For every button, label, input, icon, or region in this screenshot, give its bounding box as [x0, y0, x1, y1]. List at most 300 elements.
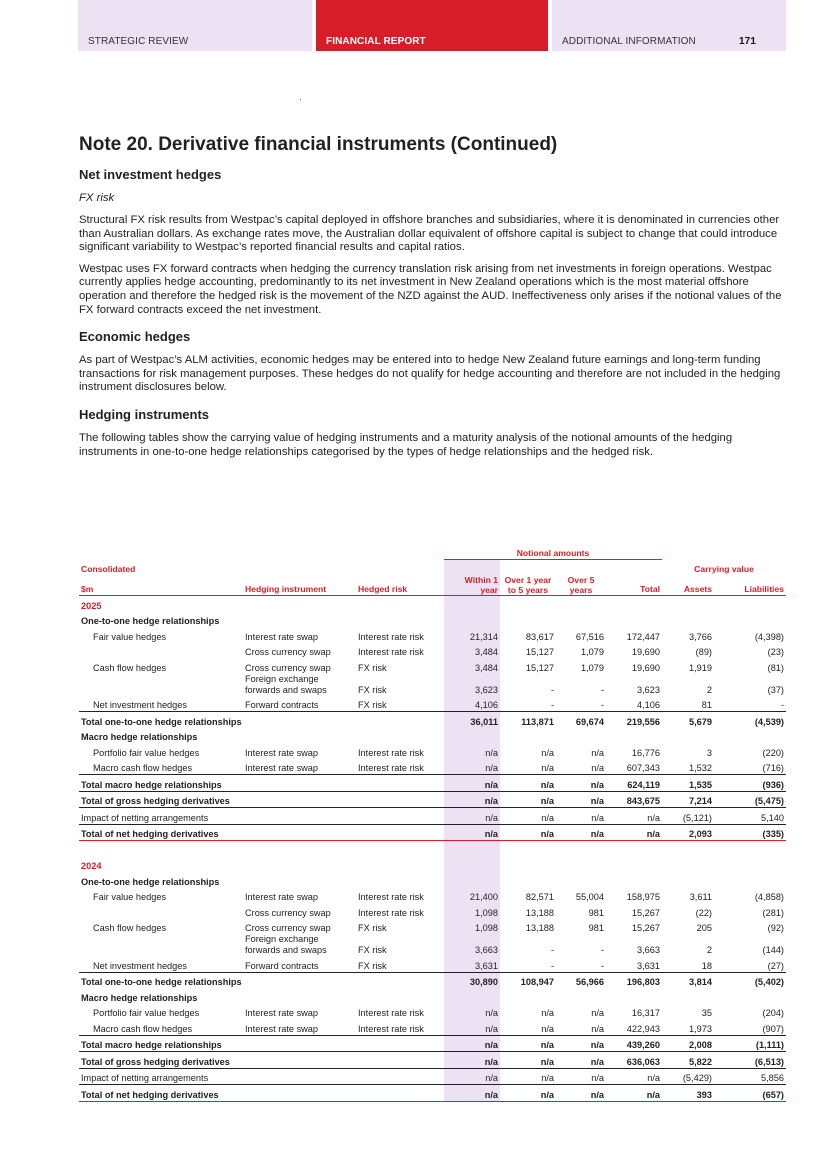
- value-cell: 36,011: [444, 712, 500, 728]
- hedged-risk-cell: FX risk: [358, 923, 387, 933]
- row-label: Net investment hedges: [93, 700, 187, 710]
- table-row: [79, 791, 786, 808]
- hedging-instruments-heading: Hedging instruments: [79, 406, 210, 422]
- value-cell: (4,539): [714, 712, 786, 728]
- hedged-risk-cell: Interest rate risk: [358, 631, 424, 642]
- hedged-risk-cell: FX risk: [358, 960, 387, 971]
- value-cell: 3,631: [637, 960, 660, 971]
- value-cell: -: [600, 700, 604, 710]
- hedged-risk-cell: Interest rate risk: [358, 907, 424, 918]
- empty-cell: [500, 988, 556, 1004]
- value-cell: (5,402): [714, 972, 786, 988]
- value-cell: (657): [714, 1085, 786, 1102]
- empty-cell: [714, 988, 786, 1004]
- empty-cell: [556, 728, 606, 744]
- instrument-cell: Forward contracts: [245, 700, 319, 710]
- value-cell: (144): [762, 945, 784, 955]
- value-cell: 3,611: [689, 892, 712, 902]
- instrument-line-1: Foreign exchange: [245, 673, 319, 684]
- value-cell: n/a: [444, 791, 500, 808]
- empty-cell: [714, 872, 786, 888]
- value-cell: 30,890: [444, 972, 500, 988]
- table-row: [79, 612, 786, 628]
- page-title: Note 20. Derivative financial instruments (Continued): [79, 134, 558, 155]
- empty-cell: [662, 612, 714, 628]
- value-cell: -: [600, 684, 604, 695]
- value-cell: -: [600, 945, 604, 955]
- empty-cell: [606, 872, 662, 888]
- table-row: [79, 934, 786, 956]
- value-cell: 56,966: [556, 972, 606, 988]
- tab-strategic-review[interactable]: STRATEGIC REVIEW: [78, 0, 312, 51]
- value-cell: 2: [706, 945, 712, 955]
- table-row: [79, 1068, 786, 1085]
- spacer-cell: [662, 841, 714, 857]
- table-row: [79, 956, 786, 972]
- value-cell: 5,856: [714, 1068, 786, 1085]
- value-cell: n/a: [541, 747, 554, 758]
- value-cell: 4,106: [444, 696, 500, 712]
- value-cell: n/a: [606, 808, 662, 825]
- value-cell: 3: [706, 747, 712, 758]
- spacer-cell: [714, 841, 786, 857]
- table-row: [79, 1052, 786, 1069]
- section-label: One-to-one hedge relationships: [81, 616, 220, 626]
- value-cell: n/a: [556, 775, 606, 792]
- tab-additional-information[interactable]: [552, 0, 786, 51]
- empty-cell: [606, 988, 662, 1004]
- empty-cell: [606, 857, 662, 873]
- value-cell: 158,975: [626, 892, 660, 902]
- instrument-cell: Forward contracts: [245, 960, 319, 971]
- empty-cell: [662, 872, 714, 888]
- instrument-cell: Interest rate swap: [245, 631, 319, 642]
- empty-cell: [556, 596, 606, 612]
- value-cell: 3,814: [662, 972, 714, 988]
- value-cell: (4,858): [754, 892, 784, 902]
- table-row: [79, 658, 786, 674]
- empty-cell: [662, 988, 714, 1004]
- row-label: Total of net hedging derivatives: [79, 1085, 444, 1102]
- table-row: [79, 841, 786, 857]
- hedging-instruments-para: The following tables show the carrying value of hedging instruments and a maturity analysis of the notional amounts of the hedging instruments in one-to-one hedge relationships categorised by the types of hedge relationships and the hedged risk.: [79, 431, 733, 458]
- value-cell: n/a: [541, 1008, 554, 1018]
- row-label: Cash flow hedges: [93, 662, 167, 673]
- value-cell: 13,188: [525, 907, 554, 918]
- table-row: [79, 1085, 786, 1102]
- value-cell: 35: [701, 1008, 712, 1018]
- value-cell: 15,127: [525, 647, 554, 657]
- value-cell: 69,674: [556, 712, 606, 728]
- carrying-value-header: Carrying value: [694, 564, 754, 574]
- hedged-risk-cell: FX risk: [358, 945, 387, 955]
- instrument-line-1: Foreign exchange: [245, 934, 319, 944]
- empty-cell: [500, 728, 556, 744]
- value-cell: 81: [701, 700, 712, 710]
- row-label: Total of gross hedging derivatives: [79, 1052, 444, 1069]
- consolidated-label: Consolidated: [81, 564, 136, 574]
- value-cell: 439,260: [606, 1035, 662, 1052]
- value-cell: (335): [714, 824, 786, 841]
- spacer-cell: [500, 841, 556, 857]
- empty-cell: [444, 988, 500, 1004]
- row-label: [79, 643, 243, 659]
- value-cell: n/a: [500, 1035, 556, 1052]
- table-row: [79, 728, 786, 744]
- instrument-cell: Cross currency swap: [245, 662, 331, 673]
- hedged-risk-cell: Interest rate risk: [358, 763, 424, 773]
- hedged-risk-cell: FX risk: [358, 700, 387, 710]
- table-row: [79, 1035, 786, 1052]
- value-cell: n/a: [606, 1068, 662, 1085]
- fx-risk-subheading: FX risk: [79, 192, 115, 204]
- value-cell: (204): [762, 1008, 784, 1018]
- value-cell: n/a: [541, 763, 554, 773]
- value-cell: 82,571: [525, 892, 554, 902]
- empty-cell: [556, 857, 606, 873]
- hedged-risk-cell: FX risk: [358, 662, 387, 673]
- value-cell: 219,556: [606, 712, 662, 728]
- value-cell: (27): [767, 960, 784, 971]
- table-row: [79, 824, 786, 841]
- instrument-cell: Cross currency swap: [245, 923, 331, 933]
- value-cell: 21,314: [444, 627, 500, 643]
- value-cell: n/a: [541, 1023, 554, 1034]
- value-cell: n/a: [444, 1019, 500, 1035]
- row-label: [79, 934, 243, 956]
- value-cell: 1,973: [689, 1023, 712, 1034]
- empty-cell: [444, 857, 500, 873]
- instrument-cell: Cross currency swap: [245, 907, 331, 918]
- value-cell: n/a: [591, 763, 604, 773]
- value-cell: (5,475): [714, 791, 786, 808]
- hedging-instruments-table: [79, 543, 786, 1102]
- value-cell: 393: [662, 1085, 714, 1102]
- instrument-line-2: forwards and swaps: [245, 684, 327, 695]
- value-cell: n/a: [444, 824, 500, 841]
- section-label: One-to-one hedge relationships: [81, 876, 220, 887]
- instrument-cell: [243, 674, 356, 696]
- empty-cell: [714, 728, 786, 744]
- value-cell: -: [550, 960, 554, 971]
- value-cell: 15,127: [525, 662, 554, 673]
- empty-cell: [356, 857, 444, 873]
- section-label: Macro hedge relationships: [81, 732, 198, 742]
- table-row: [79, 808, 786, 825]
- value-cell: 422,943: [626, 1023, 660, 1034]
- value-cell: n/a: [556, 824, 606, 841]
- value-cell: (23): [767, 647, 784, 657]
- row-label: Cash flow hedges: [93, 923, 167, 933]
- table-header-row-3: [79, 575, 786, 596]
- value-cell: (5,121): [662, 808, 714, 825]
- instrument-cell: Interest rate swap: [245, 1023, 319, 1034]
- value-cell: 1,535: [662, 775, 714, 792]
- value-cell: (5,429): [662, 1068, 714, 1085]
- value-cell: n/a: [444, 1085, 500, 1102]
- empty-cell: [662, 857, 714, 873]
- value-cell: 4,106: [637, 700, 660, 710]
- value-cell: n/a: [556, 1085, 606, 1102]
- value-cell: n/a: [606, 824, 662, 841]
- col-assets: Assets: [662, 575, 714, 596]
- empty-cell: [714, 857, 786, 873]
- value-cell: n/a: [591, 1023, 604, 1034]
- value-cell: n/a: [444, 743, 500, 759]
- value-cell: 1,098: [444, 903, 500, 919]
- spacer-cell: [79, 841, 243, 857]
- value-cell: (81): [767, 662, 784, 673]
- value-cell: 1,079: [581, 662, 604, 673]
- value-cell: 16,317: [631, 1008, 660, 1018]
- row-label: Total one-to-one hedge relationships: [79, 712, 444, 728]
- value-cell: 7,214: [662, 791, 714, 808]
- value-cell: n/a: [444, 1052, 500, 1069]
- col-total: Total: [606, 575, 662, 596]
- table-row: [79, 627, 786, 643]
- value-cell: -: [600, 960, 604, 971]
- value-cell: 624,119: [606, 775, 662, 792]
- value-cell: 981: [588, 907, 604, 918]
- empty-cell: [243, 857, 356, 873]
- value-cell: n/a: [591, 747, 604, 758]
- value-cell: 5,679: [662, 712, 714, 728]
- empty-cell: [444, 872, 500, 888]
- tab-financial-report[interactable]: FINANCIAL REPORT: [316, 0, 548, 51]
- value-cell: (1,111): [714, 1035, 786, 1052]
- value-cell: 18: [701, 960, 712, 971]
- value-cell: n/a: [591, 1008, 604, 1018]
- value-cell: (92): [767, 923, 784, 933]
- spacer-cell: [556, 841, 606, 857]
- row-label: Fair value hedges: [93, 631, 167, 642]
- value-cell: 607,343: [626, 763, 660, 773]
- table-row: [79, 872, 786, 888]
- empty-cell: [606, 596, 662, 612]
- value-cell: 16,776: [631, 747, 660, 758]
- net-investment-para-1: Structural FX risk results from Westpac’s capital deployed in offshore branches and subsidiaries, where it is denominated in currencies other than Australian dollars. As exchange rates move, the Australian dollar equivalent of offshore capital is subject to change that could introduce significant variability to Westpac’s reported financial results and capital ratios.: [79, 214, 780, 254]
- row-label: Portfolio fair value hedges: [93, 1008, 200, 1018]
- empty-cell: [444, 596, 500, 612]
- empty-cell: [500, 872, 556, 888]
- value-cell: n/a: [556, 1052, 606, 1069]
- hedged-risk-cell: Interest rate risk: [358, 1008, 424, 1018]
- value-cell: 1,532: [689, 763, 712, 773]
- section-tabs: [78, 0, 786, 51]
- value-cell: (220): [762, 747, 784, 758]
- hedged-risk-cell: Interest rate risk: [358, 647, 424, 657]
- instrument-line-2: forwards and swaps: [245, 945, 327, 955]
- spacer-cell: [606, 841, 662, 857]
- value-cell: n/a: [444, 808, 500, 825]
- value-cell: 1,919: [689, 662, 712, 673]
- table-header-row-2: [79, 559, 786, 575]
- value-cell: 636,063: [606, 1052, 662, 1069]
- value-cell: 3,663: [444, 934, 500, 956]
- empty-cell: [714, 612, 786, 628]
- value-cell: 3,631: [444, 956, 500, 972]
- value-cell: n/a: [556, 1035, 606, 1052]
- notional-amounts-header: Notional amounts: [444, 543, 662, 559]
- instrument-cell: Interest rate swap: [245, 892, 319, 902]
- value-cell: n/a: [556, 1068, 606, 1085]
- table-row: [79, 888, 786, 904]
- table-row: [79, 1004, 786, 1020]
- value-cell: 196,803: [606, 972, 662, 988]
- value-cell: 3,663: [637, 945, 660, 955]
- value-cell: (6,513): [714, 1052, 786, 1069]
- value-cell: n/a: [444, 759, 500, 775]
- value-cell: 15,267: [631, 923, 660, 933]
- value-cell: 15,267: [631, 907, 660, 918]
- value-cell: n/a: [500, 808, 556, 825]
- empty-cell: [606, 612, 662, 628]
- value-cell: n/a: [500, 775, 556, 792]
- value-cell: 108,947: [500, 972, 556, 988]
- value-cell: 2,093: [662, 824, 714, 841]
- table-row: [79, 903, 786, 919]
- row-label: Net investment hedges: [93, 960, 187, 971]
- value-cell: n/a: [606, 1085, 662, 1102]
- value-cell: 55,004: [575, 892, 604, 902]
- col-hedging-instrument: Hedging instrument: [243, 575, 356, 596]
- value-cell: n/a: [444, 1035, 500, 1052]
- table-header-row-1: [79, 543, 786, 559]
- value-cell: n/a: [444, 1004, 500, 1020]
- row-label: Total of net hedging derivatives: [79, 824, 444, 841]
- value-cell: n/a: [500, 824, 556, 841]
- instrument-cell: Interest rate swap: [245, 1008, 319, 1018]
- net-investment-heading: Net investment hedges: [79, 167, 222, 182]
- empty-cell: [556, 872, 606, 888]
- value-cell: 13,188: [525, 923, 554, 933]
- row-label: [79, 674, 243, 696]
- value-cell: 5,140: [714, 808, 786, 825]
- col-liabilities: Liabilities: [714, 575, 786, 596]
- empty-cell: [662, 596, 714, 612]
- row-label: Fair value hedges: [93, 892, 167, 902]
- row-label: Macro cash flow hedges: [93, 1023, 193, 1034]
- empty-cell: [500, 612, 556, 628]
- value-cell: 3,484: [444, 658, 500, 674]
- col-over-1-year: Over 1 year to 5 years: [500, 575, 556, 596]
- row-label: Impact of netting arrangements: [79, 808, 444, 825]
- empty-cell: [714, 596, 786, 612]
- value-cell: 19,690: [631, 662, 660, 673]
- instrument-cell: Interest rate swap: [245, 747, 319, 758]
- table-row: [79, 696, 786, 712]
- economic-hedges-heading: Economic hedges: [79, 329, 191, 345]
- table-row: [79, 712, 786, 728]
- value-cell: 843,675: [606, 791, 662, 808]
- empty-cell: [243, 596, 356, 612]
- unit-label: $m: [79, 575, 243, 596]
- value-cell: 19,690: [631, 647, 660, 657]
- value-cell: -: [550, 684, 554, 695]
- hedged-risk-cell: FX risk: [358, 684, 387, 695]
- year-label: 2024: [81, 861, 102, 871]
- table-row: [79, 972, 786, 988]
- table-row: [79, 919, 786, 935]
- table-row: [79, 1019, 786, 1035]
- value-cell: -: [780, 700, 784, 710]
- col-within-1-year: Within 1 year: [444, 575, 500, 596]
- value-cell: n/a: [556, 808, 606, 825]
- value-cell: 172,447: [626, 631, 660, 642]
- row-label: Total macro hedge relationships: [79, 1035, 444, 1052]
- value-cell: 3,623: [637, 684, 660, 695]
- row-label: Portfolio fair value hedges: [93, 747, 200, 758]
- instrument-cell: Interest rate swap: [245, 763, 319, 773]
- stray-dot: [300, 99, 301, 100]
- table-row: [79, 643, 786, 659]
- empty-cell: [662, 728, 714, 744]
- empty-cell: [606, 728, 662, 744]
- value-cell: 67,516: [575, 631, 604, 642]
- value-cell: 3,766: [689, 631, 712, 642]
- table-row: [79, 759, 786, 775]
- table-row: [79, 743, 786, 759]
- value-cell: 83,617: [525, 631, 554, 642]
- col-over-5-years: Over 5 years: [556, 575, 606, 596]
- table-row: [79, 988, 786, 1004]
- row-label: Total macro hedge relationships: [79, 775, 444, 792]
- economic-hedges-para: As part of Westpac’s ALM activities, economic hedges may be entered into to hedge New Zealand future earnings and long-term funding transactions for risk management purposes. These hedges do not qualify for hedge accounting and therefore are not included in the hedging instrument disclosures below.: [79, 354, 781, 394]
- value-cell: (22): [695, 907, 712, 918]
- net-investment-para-2: Westpac uses FX forward contracts when hedging the currency translation risk arising from net investments in foreign operations. Westpac currently applies hedge accounting, predominantly to its net investment in New Zealand operations which is the most material offshore operation and therefore the hedged risk is the movement of the NZD against the AUD. Ineffectiveness only arises if the notional values of the FX forward contracts exceed the net investment.: [79, 262, 782, 316]
- empty-cell: [556, 612, 606, 628]
- value-cell: 3,623: [444, 674, 500, 696]
- col-hedged-risk: Hedged risk: [356, 575, 444, 596]
- hedged-risk-cell: Interest rate risk: [358, 892, 424, 902]
- spacer-cell: [356, 841, 444, 857]
- value-cell: (37): [767, 684, 784, 695]
- value-cell: 3,484: [444, 643, 500, 659]
- value-cell: 1,079: [581, 647, 604, 657]
- value-cell: 2: [706, 684, 712, 695]
- value-cell: (89): [695, 647, 712, 657]
- empty-cell: [356, 596, 444, 612]
- value-cell: n/a: [444, 1068, 500, 1085]
- instrument-cell: [243, 934, 356, 956]
- value-cell: 981: [588, 923, 604, 933]
- value-cell: n/a: [556, 791, 606, 808]
- value-cell: n/a: [444, 775, 500, 792]
- value-cell: n/a: [500, 1052, 556, 1069]
- row-label: Total one-to-one hedge relationships: [79, 972, 444, 988]
- row-label: [79, 903, 243, 919]
- value-cell: n/a: [500, 791, 556, 808]
- value-cell: 2,008: [662, 1035, 714, 1052]
- value-cell: 205: [696, 923, 712, 933]
- table-row: [79, 596, 786, 612]
- value-cell: 1,098: [444, 919, 500, 935]
- value-cell: 21,400: [444, 888, 500, 904]
- value-cell: 5,822: [662, 1052, 714, 1069]
- empty-cell: [500, 596, 556, 612]
- row-label: Macro cash flow hedges: [93, 763, 193, 773]
- value-cell: (936): [714, 775, 786, 792]
- instrument-cell: Cross currency swap: [245, 647, 331, 657]
- value-cell: n/a: [500, 1068, 556, 1085]
- row-label: Total of gross hedging derivatives: [79, 791, 444, 808]
- spacer-cell: [243, 841, 356, 857]
- table-row: [79, 674, 786, 696]
- year-label: 2025: [81, 600, 102, 611]
- value-cell: -: [550, 700, 554, 710]
- main-content: [79, 134, 785, 467]
- value-cell: 113,871: [500, 712, 556, 728]
